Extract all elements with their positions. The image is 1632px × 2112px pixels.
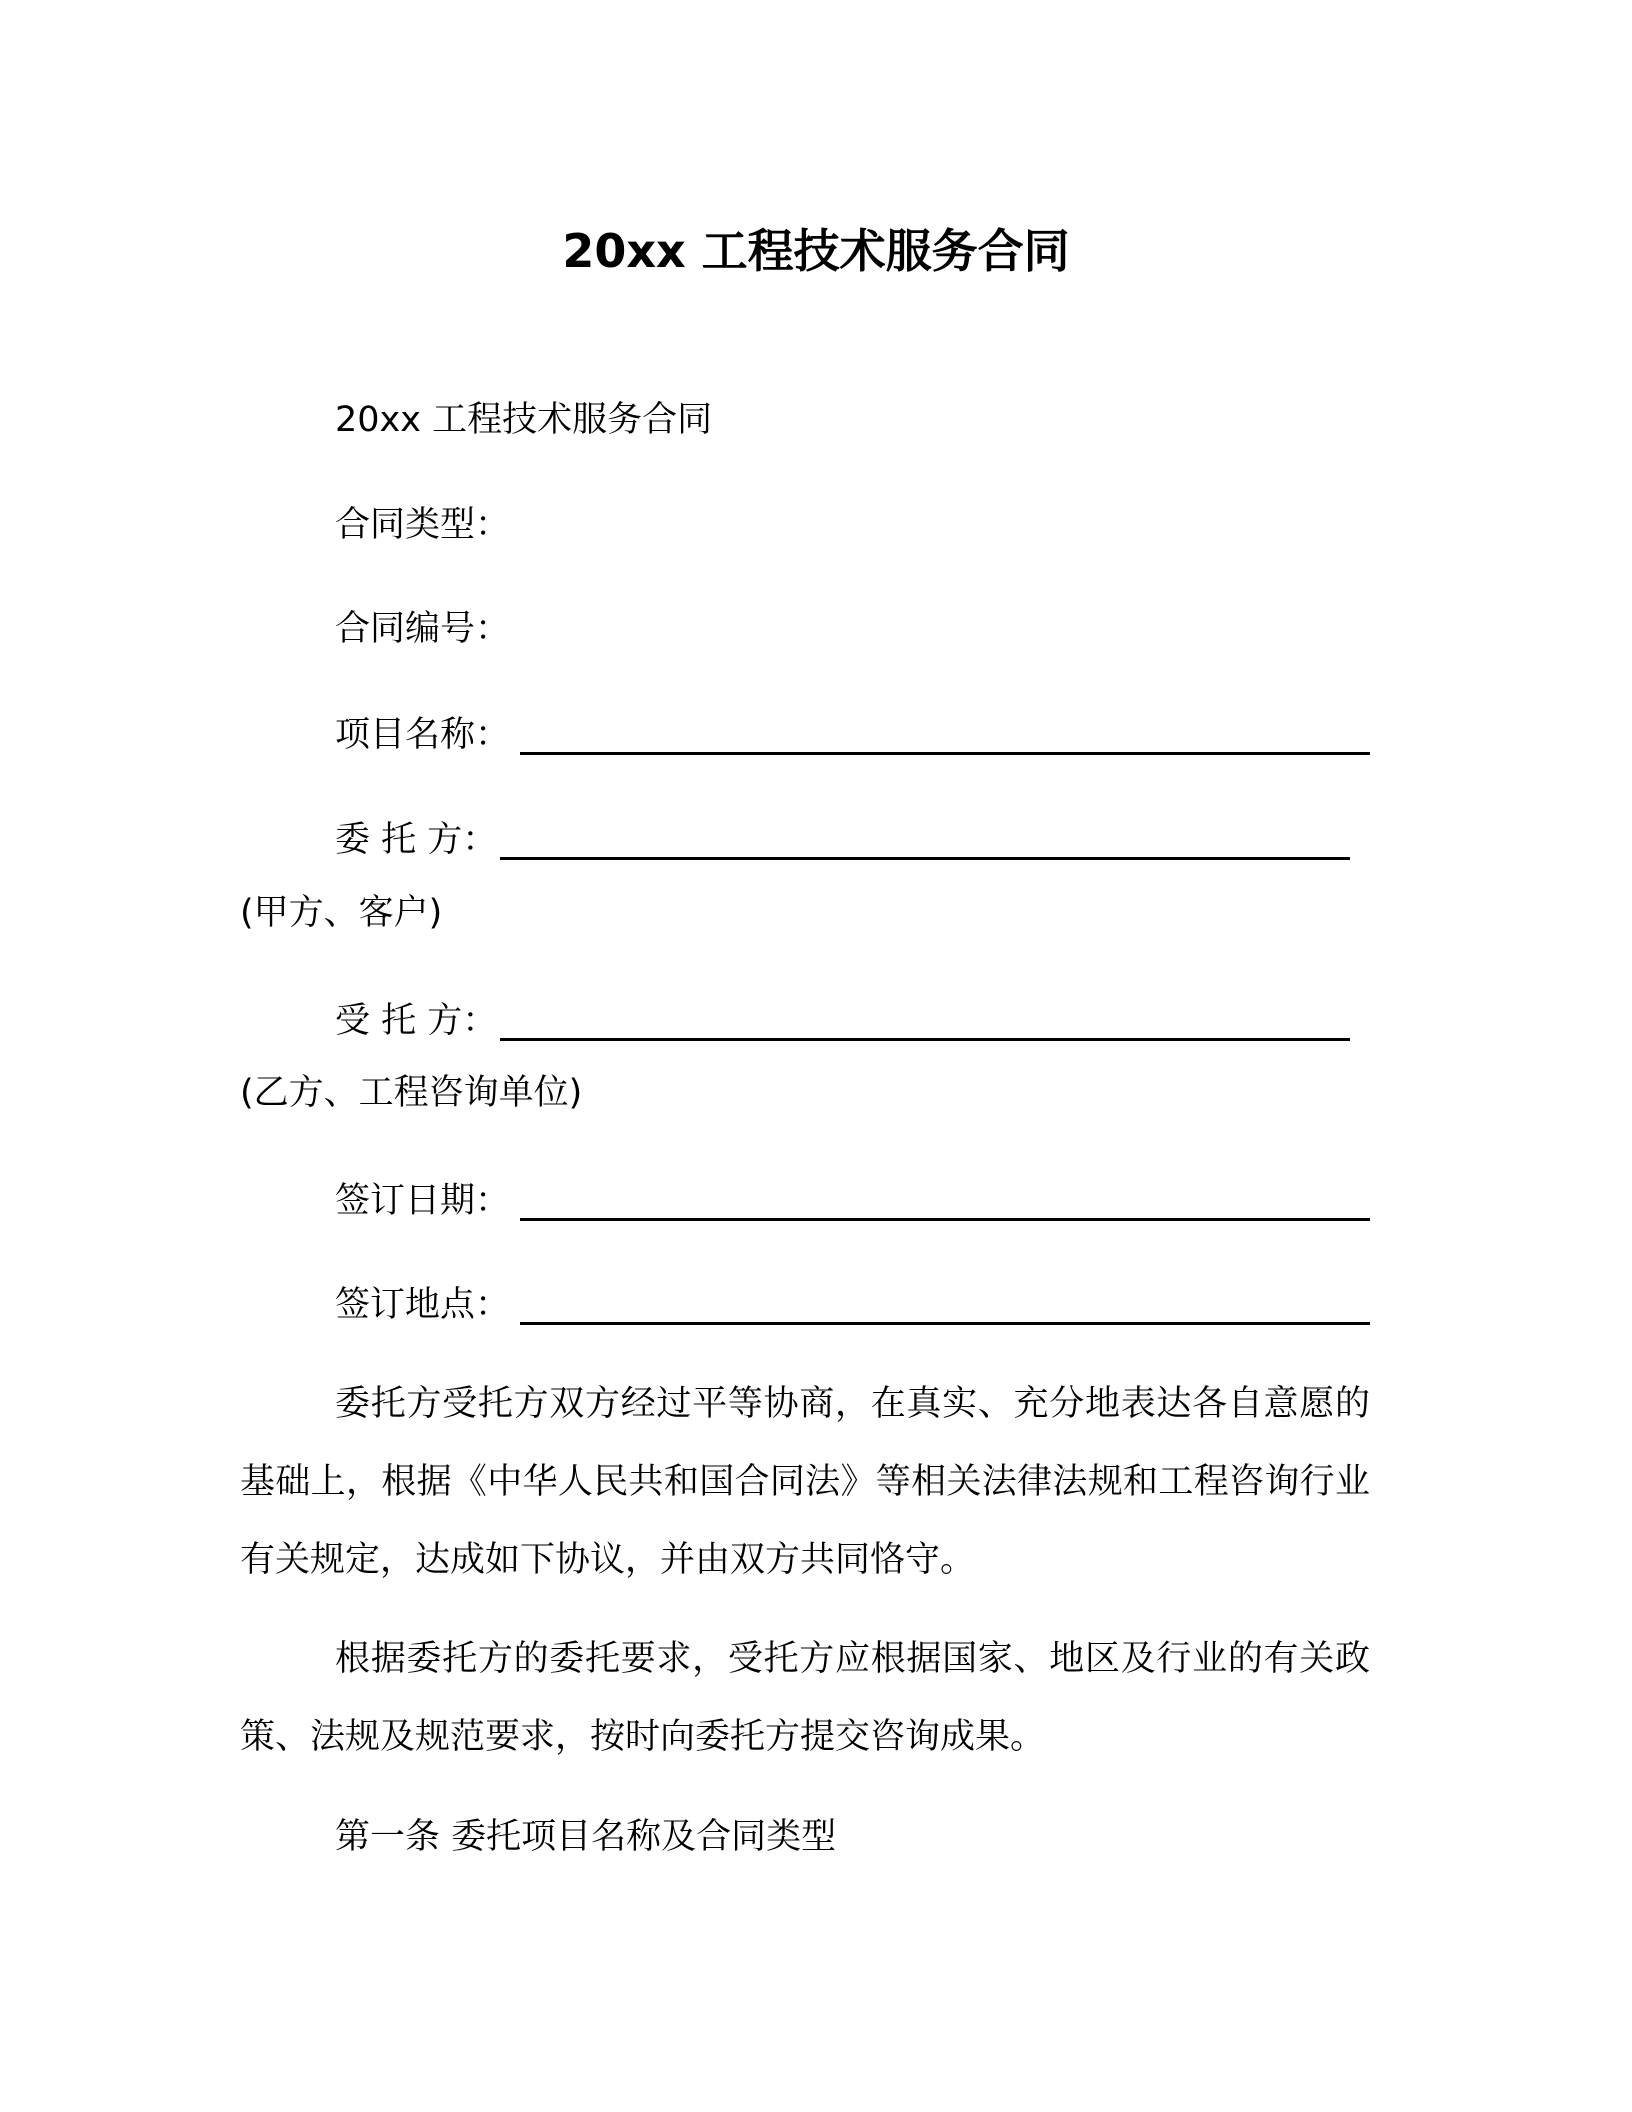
contract-type-label: 合同类型： [335, 505, 511, 545]
document-subtitle: 20xx 工程技术服务合同 [335, 400, 713, 440]
contractor-label: 受 托 方： [335, 1001, 498, 1041]
document-title: 20xx 工程技术服务合同 [562, 224, 1070, 278]
client-label: 委 托 方： [335, 820, 498, 860]
client-blank [500, 857, 1350, 860]
preamble-paragraph: 委托方受托方双方经过平等协商，在真实、充分地表达各自意愿的基础上，根据《中华人民共和国合同法》等相关法律法规和工程咨询行业有关规定，达成如下协议，并由双方共同恪守。 [240, 1384, 1370, 1580]
project-name-blank [520, 752, 1370, 755]
contractor-blank [500, 1038, 1350, 1041]
sign-place-blank [520, 1322, 1370, 1325]
article-1-heading: 第一条 委托项目名称及合同类型 [335, 1817, 837, 1857]
requirements-paragraph: 根据委托方的委托要求，受托方应根据国家、地区及行业的有关政策、法规及规范要求，按时向委托方提交咨询成果。 [240, 1639, 1370, 1757]
contractor-note: (乙方、工程咨询单位) [240, 1073, 583, 1113]
contract-number-label: 合同编号： [335, 609, 511, 649]
sign-place-label: 签订地点： [335, 1285, 511, 1325]
project-name-label: 项目名称： [335, 715, 511, 755]
sign-date-blank [520, 1218, 1370, 1221]
client-note: (甲方、客户) [240, 893, 443, 933]
sign-date-label: 签订日期： [335, 1181, 511, 1221]
